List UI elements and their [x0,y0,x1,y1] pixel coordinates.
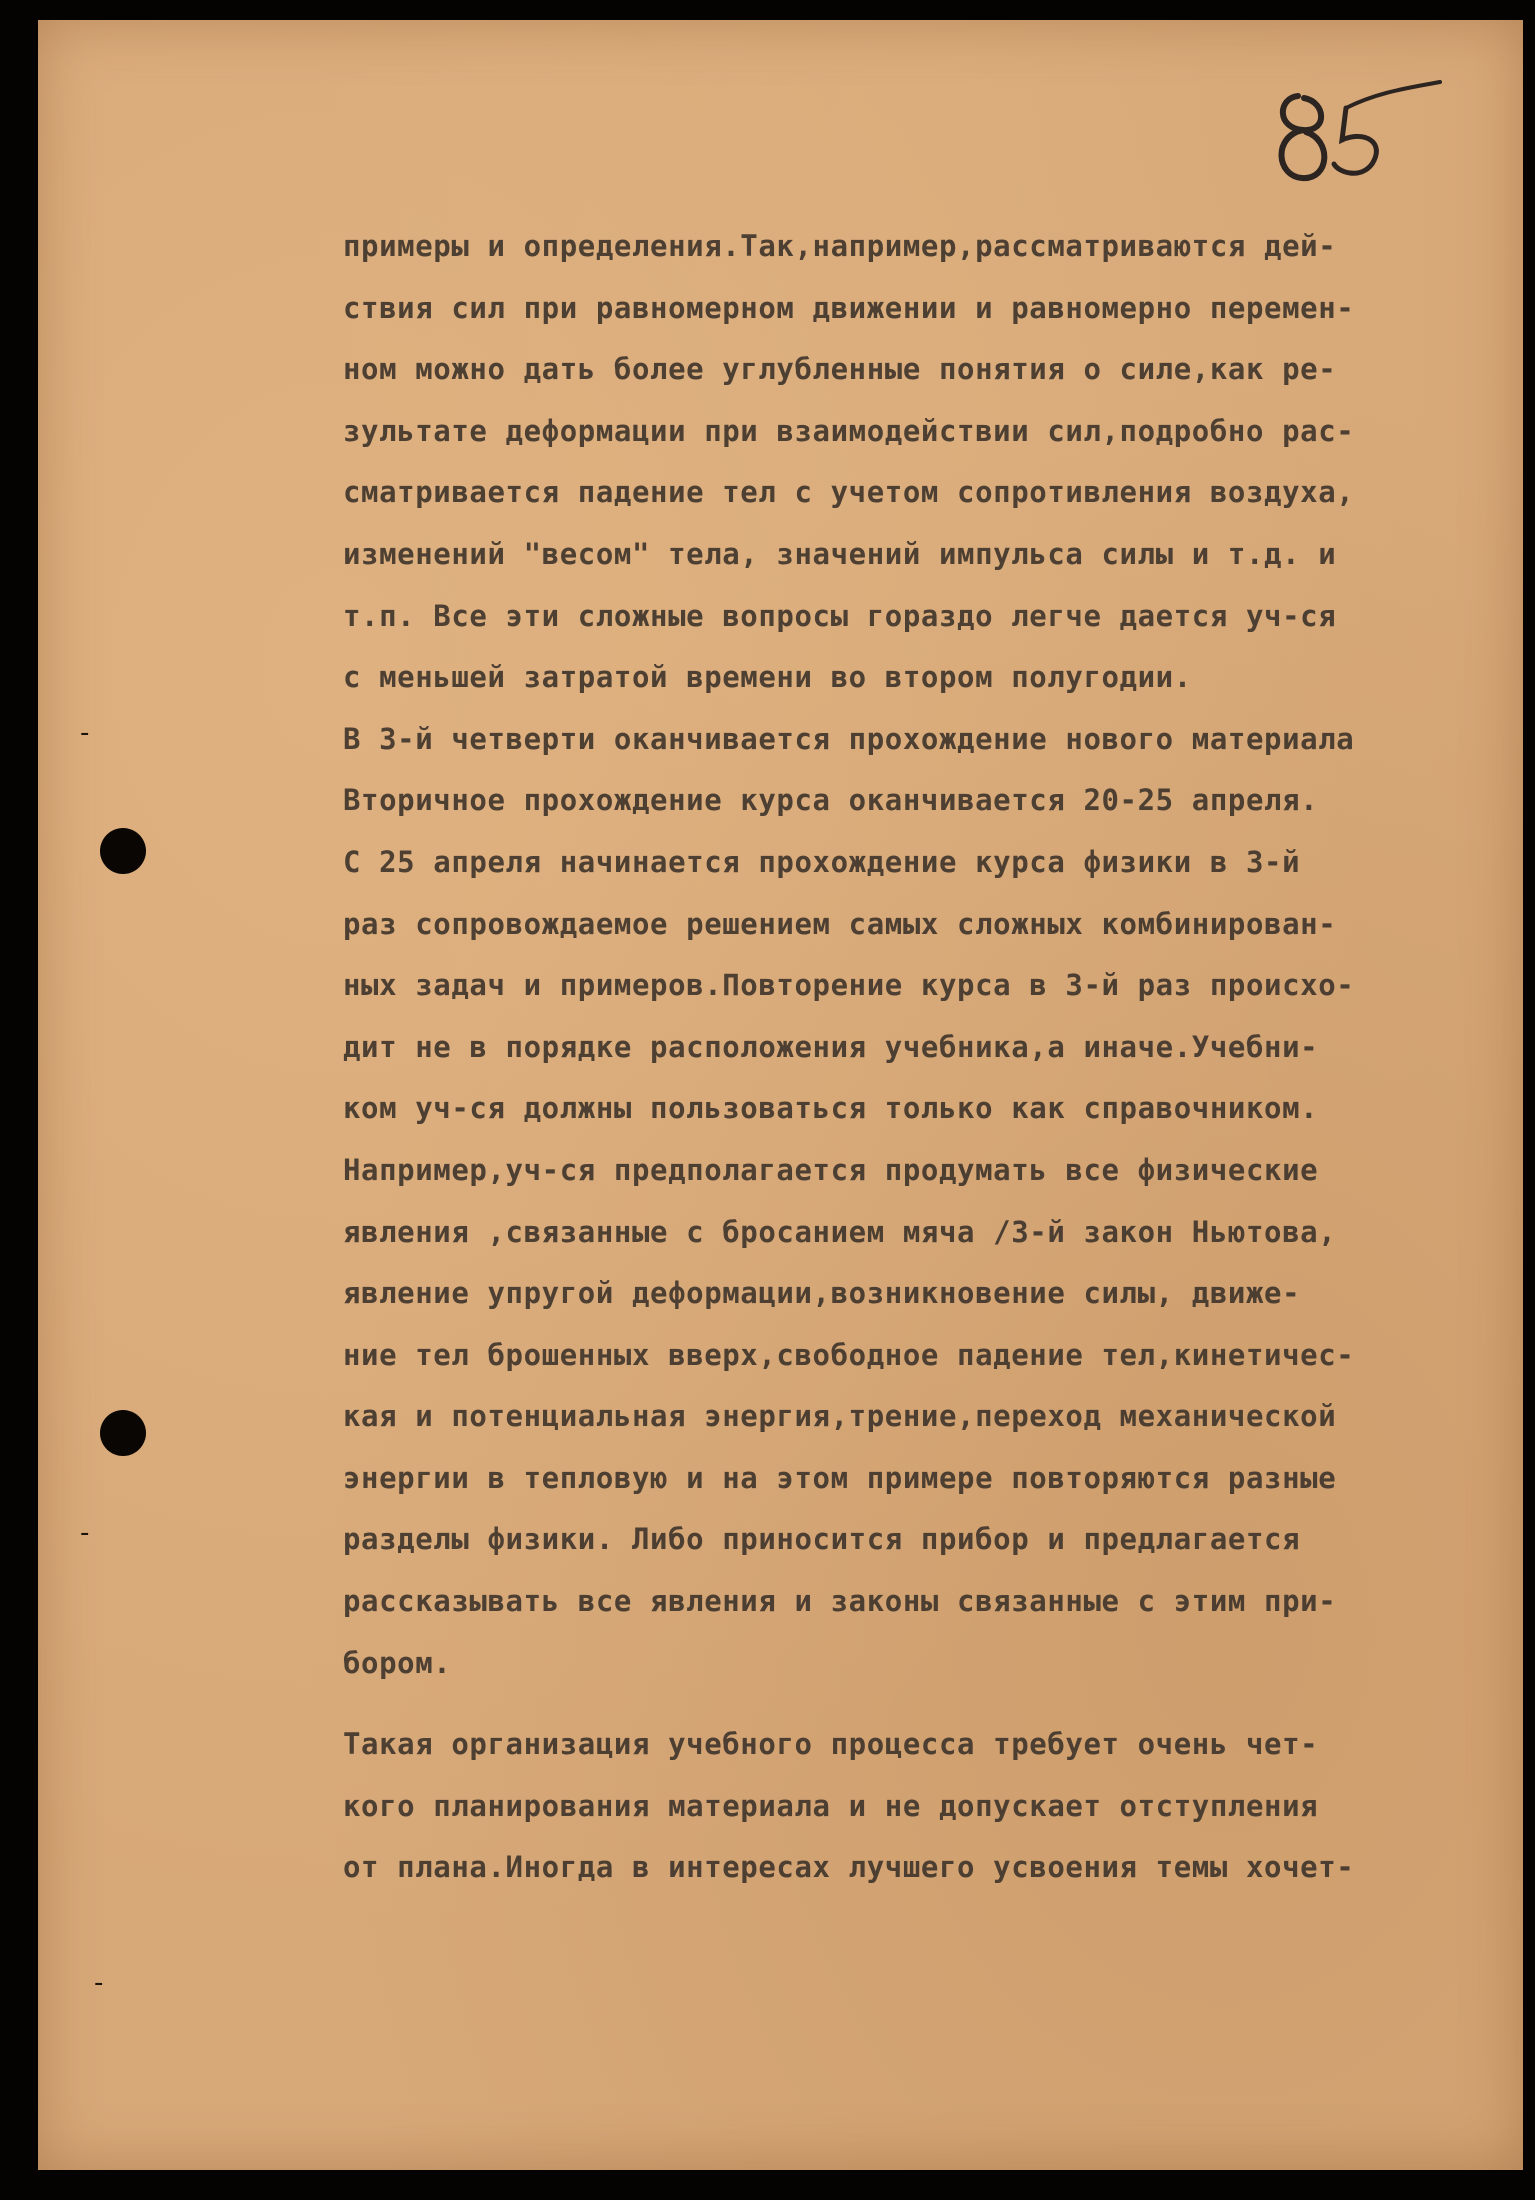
text-line: дит не в порядке расположения учебника,а иначе.Учебни- [343,1029,1319,1064]
text-line: явления ,связанные с бросанием мяча /3-й закон Ньютова, [343,1214,1337,1249]
text-line: ствия сил при равномерном движении и равномерно перемен- [343,290,1355,325]
text-line: ние тел брошенных вверх,свободное падение тел,кинетичес- [343,1337,1355,1372]
margin-mark: - [94,1968,104,1998]
text-line: Например,уч-ся предполагается продумать все физические [343,1152,1319,1187]
handwritten-page-number [1268,68,1448,218]
text-line: ком уч-ся должны пользоваться только как справочником. [343,1091,1319,1126]
margin-mark: - [80,1518,90,1548]
punch-hole-bottom [100,1410,146,1456]
text-line: ном можно дать более углубленные понятия о силе,как ре- [343,352,1337,387]
text-line: рассказывать все явления и законы связанные с этим при- [343,1584,1337,1619]
text-line: кого планирования материала и не допускает отступления [343,1788,1319,1823]
text-line: изменений "весом" тела, значений импульса силы и т.д. и [343,536,1337,571]
text-line: т.п. Все эти сложные вопросы гораздо легче дается уч-ся [343,598,1337,633]
text-line: раз сопровождаемое решением самых сложных комбинирован- [343,906,1337,941]
paragraph-3 [343,1714,1463,1899]
document-page [38,20,1523,2170]
text-line: кая и потенциальная энергия,трение,переход механической [343,1399,1337,1434]
text-line: от плана.Иногда в интересах лучшего усвоения темы хочет- [343,1850,1355,1885]
text-line: Такая организация учебного процесса требует очень чет- [343,1727,1319,1762]
punch-hole-top [100,828,146,874]
text-line: В 3-й четверти оканчивается прохождение нового материала [343,721,1355,756]
paragraph-2 [343,709,1463,1695]
text-line: ных задач и примеров.Повторение курса в 3-й раз происхо- [343,968,1355,1003]
text-line: зультате деформации при взаимодействии сил,подробно рас- [343,413,1355,448]
text-line: примеры и определения.Так,например,рассматриваются дей- [343,229,1337,263]
typewritten-text [343,216,1463,1899]
paragraph-spacer [343,1694,1463,1714]
text-line: С 25 апреля начинается прохождение курса физики в 3-й [343,844,1301,879]
text-line: разделы физики. Либо приносится прибор и предлагается [343,1522,1301,1557]
text-line: явление упругой деформации,возникновение силы, движе- [343,1276,1301,1311]
paragraph-1 [343,216,1463,709]
text-line: бором. [343,1645,452,1680]
text-line: сматривается падение тел с учетом сопротивления воздуха, [343,475,1355,510]
text-line: с меньшей затратой времени во втором полугодии. [343,660,1192,695]
margin-mark: - [80,718,90,748]
text-line: энергии в тепловую и на этом примере повторяются разные [343,1460,1337,1495]
text-line: Вторичное прохождение курса оканчивается 20-25 апреля. [343,783,1319,818]
